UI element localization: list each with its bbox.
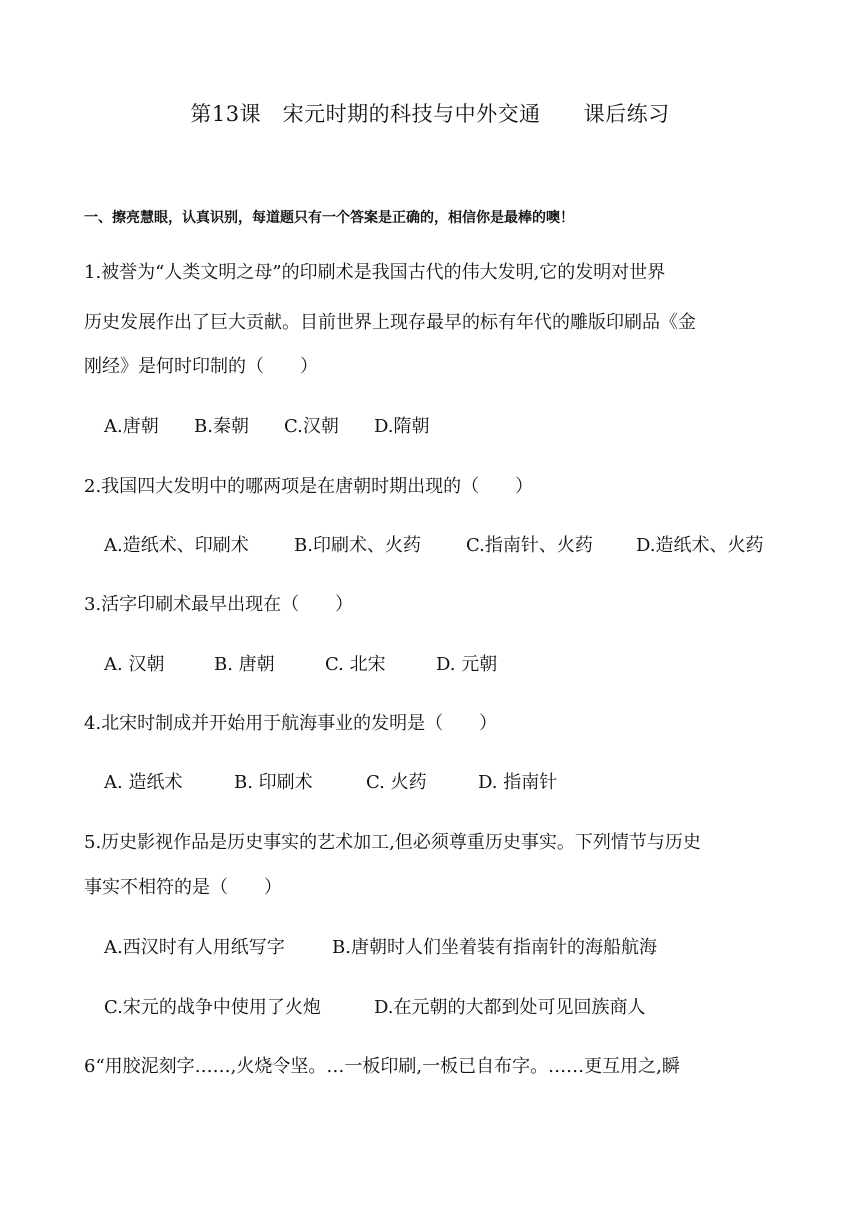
question-5-options-row-2: [104, 993, 646, 1019]
option-d: D. 指南针: [478, 772, 558, 793]
option-c: C. 北宋: [325, 654, 386, 675]
option-d: D.隋朝: [374, 416, 430, 437]
question-3-line-1: 3.活字印刷术最早出现在（ ）: [84, 594, 354, 615]
option-d: D. 元朝: [436, 654, 498, 675]
option-a: A. 汉朝: [104, 654, 165, 675]
question-4-options: [104, 768, 557, 794]
option-b: B. 唐朝: [214, 654, 275, 675]
question-6-line-1: 6“用胶泥刻字……,火烧令坚。…一板印刷,一板已自布字。……更互用之,瞬: [84, 1056, 680, 1077]
question-1-line-3: 刚经》是何时印制的（ ）: [84, 356, 318, 377]
option-a: A.造纸术、印刷术: [104, 535, 249, 556]
question-1-line-2: 历史发展作出了巨大贡献。目前世界上现存最早的标有年代的雕版印刷品《金: [84, 312, 696, 333]
page-title: 第13课 宋元时期的科技与中外交通 课后练习: [190, 102, 670, 126]
question-5-line-1: 5.历史影视作品是历史事实的艺术加工,但必须尊重历史事实。下列情节与历史: [84, 832, 701, 853]
option-b: B.唐朝时人们坐着装有指南针的海船航海: [332, 937, 657, 958]
section-heading: 一、擦亮慧眼，认真识别，每道题只有一个答案是正确的，相信你是最棒的噢！: [84, 210, 574, 226]
option-c: C. 火药: [366, 772, 427, 793]
question-5-line-2: 事实不相符的是（ ）: [84, 877, 282, 898]
option-b: B. 印刷术: [234, 772, 313, 793]
option-d: D.造纸术、火药: [636, 535, 764, 556]
option-b: B.秦朝: [194, 416, 249, 437]
question-2-line-1: 2.我国四大发明中的哪两项是在唐朝时期出现的（ ）: [84, 476, 534, 497]
option-c: C.指南针、火药: [466, 535, 593, 556]
question-1-options: [104, 412, 430, 438]
question-5-options-row-1: [104, 933, 657, 959]
option-a: A. 造纸术: [104, 772, 183, 793]
option-c: C.汉朝: [284, 416, 339, 437]
question-1-line-1: 1.被誉为“人类文明之母”的印刷术是我国古代的伟大发明,它的发明对世界: [84, 262, 666, 283]
option-a: A.唐朝: [104, 416, 159, 437]
question-4-line-1: 4.北宋时制成并开始用于航海事业的发明是（ ）: [84, 713, 498, 734]
option-b: B.印刷术、火药: [294, 535, 421, 556]
question-2-options: [104, 531, 764, 557]
option-d: D.在元朝的大都到处可见回族商人: [374, 997, 646, 1018]
question-3-options: [104, 650, 497, 676]
option-c: C.宋元的战争中使用了火炮: [104, 997, 321, 1018]
option-a: A.西汉时有人用纸写字: [104, 937, 285, 958]
